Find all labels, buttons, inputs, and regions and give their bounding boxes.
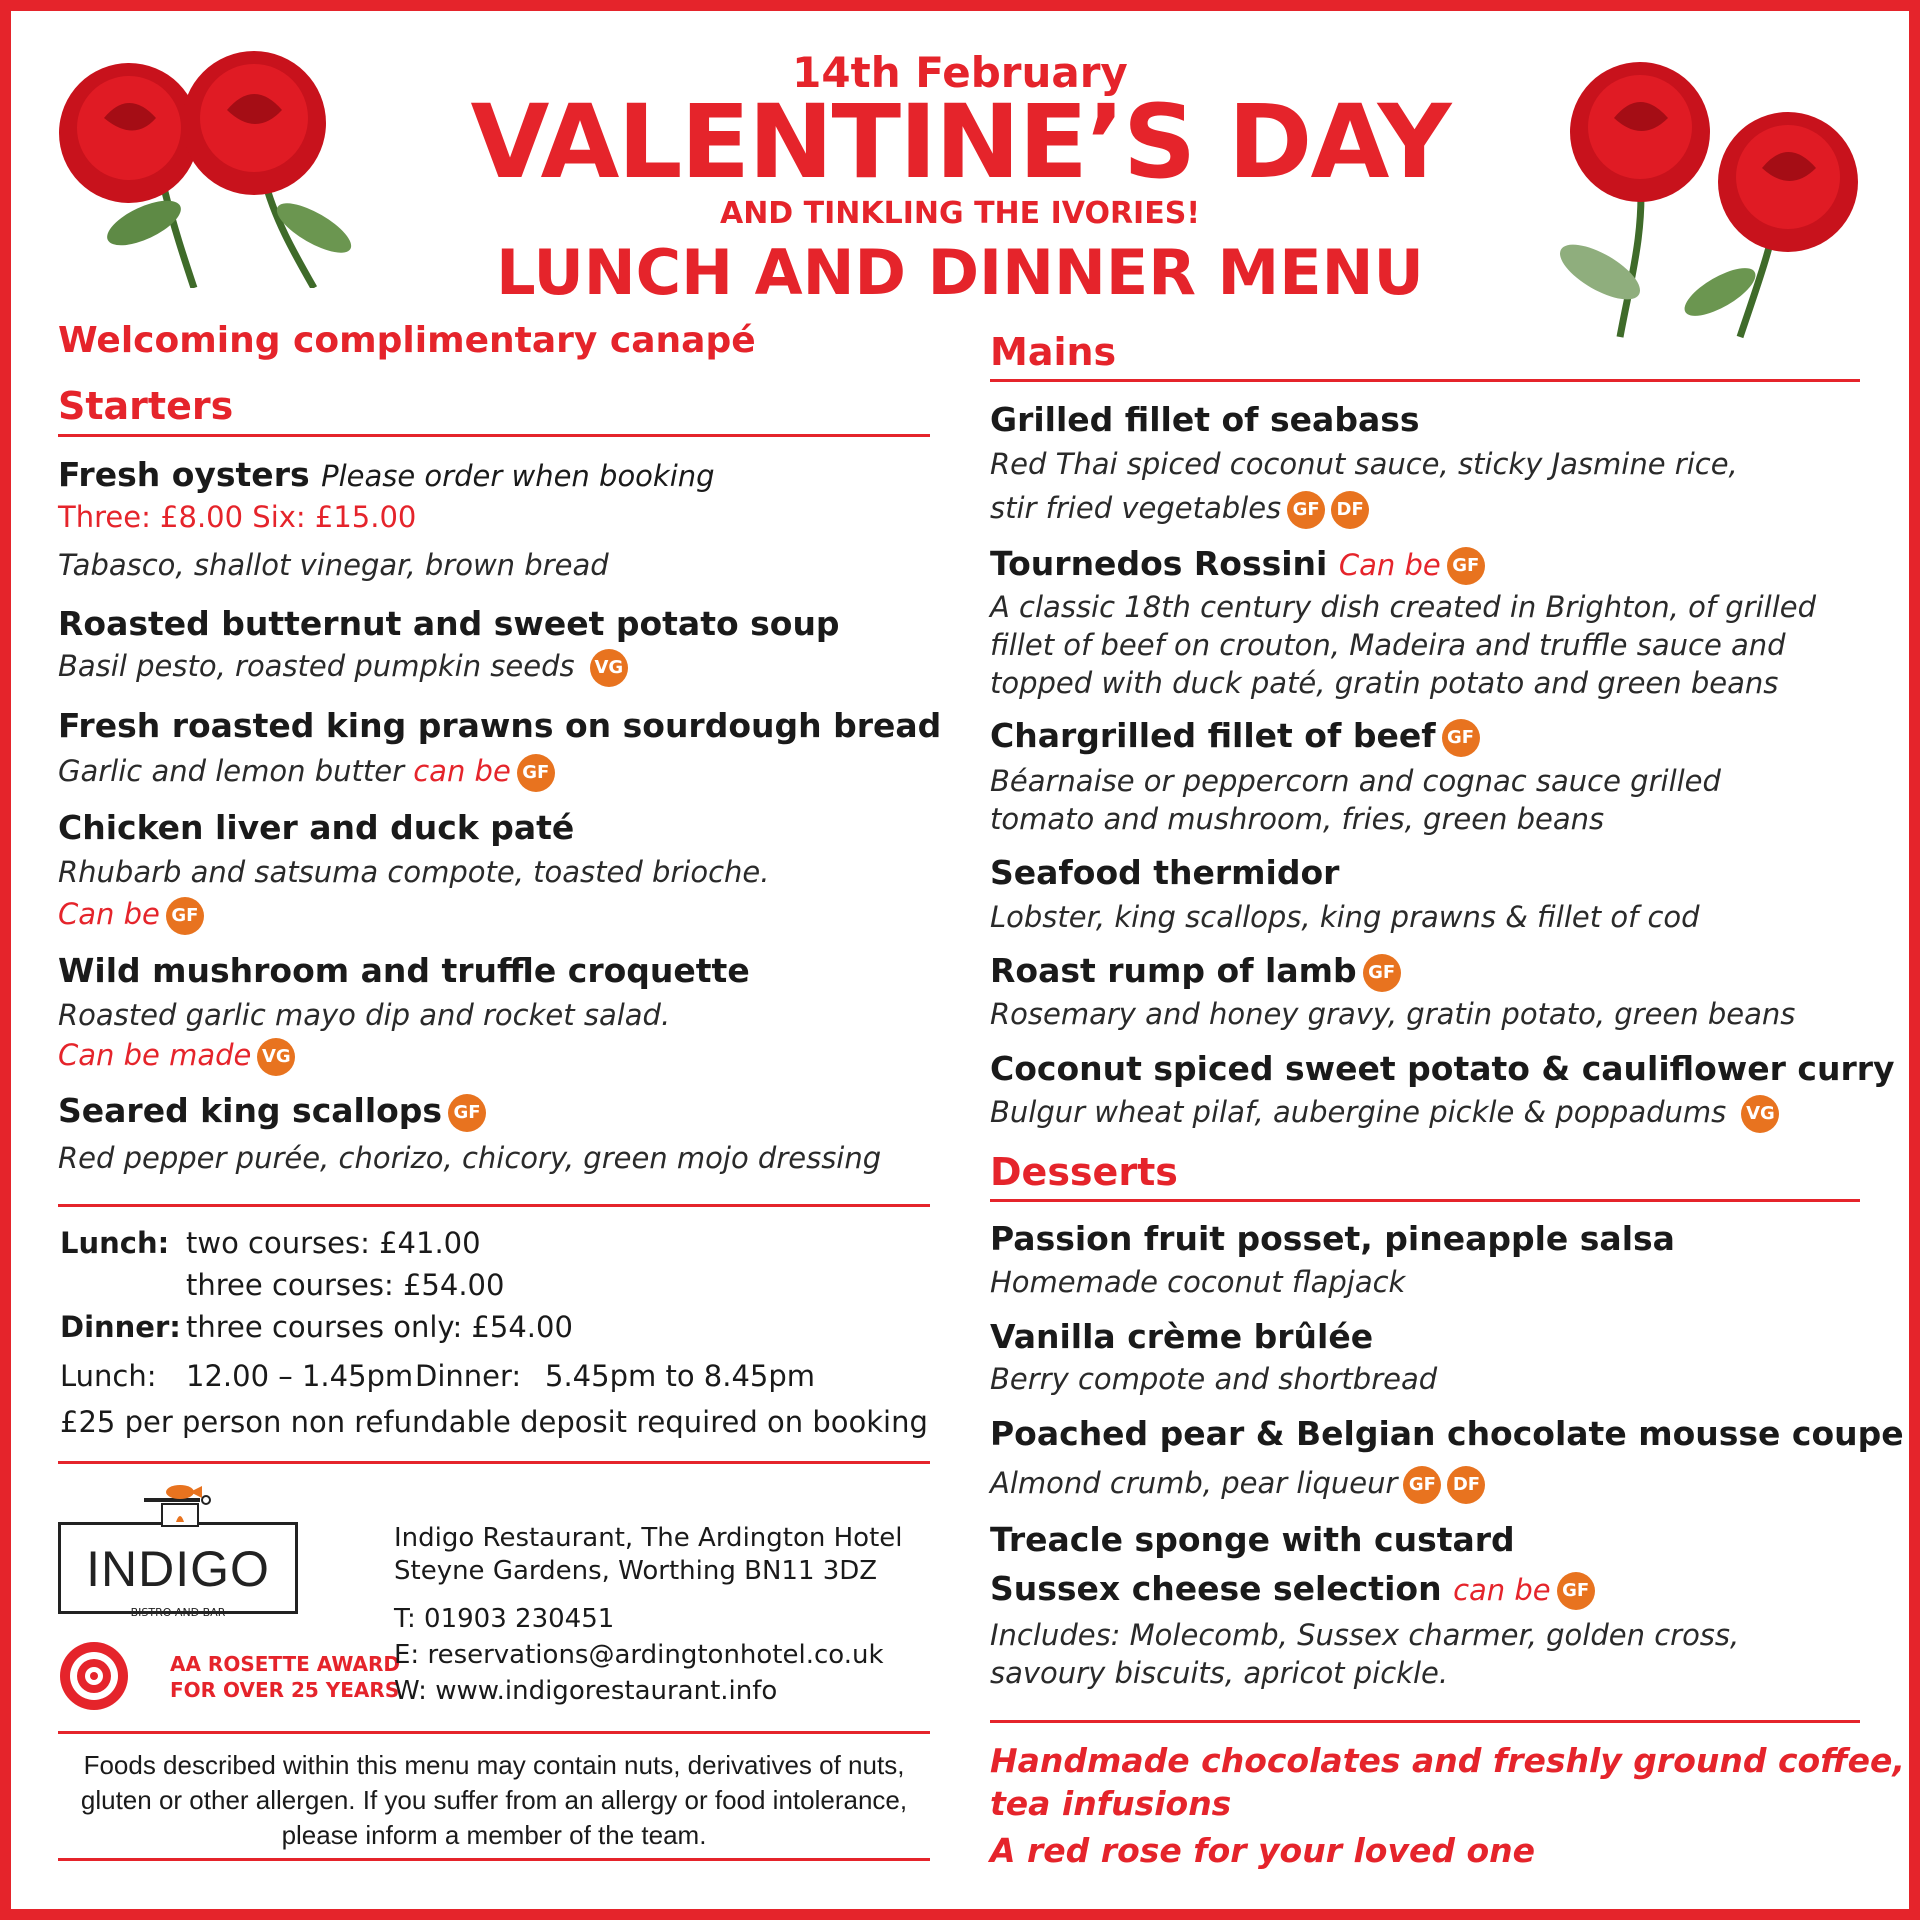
desserts-heading: Desserts (990, 1150, 1178, 1194)
mains-heading: Mains (990, 330, 1117, 374)
closing-line1: Handmade chocolates and freshly ground coffee, (990, 1741, 1905, 1780)
subtitle: AND TINKLING THE IVORIES! (719, 196, 1200, 231)
gluten-free-badge: GF (1557, 1572, 1595, 1610)
mains-rule (990, 379, 1860, 382)
dish-description: Bulgur wheat pilaf, aubergine pickle & poppadums VG (990, 1093, 1779, 1133)
gluten-free-badge: GF (517, 754, 555, 792)
dish-fresh-oysters: Fresh oysters Please order when booking (58, 455, 715, 494)
dinner-label: Dinner: (60, 1310, 181, 1344)
dish-seafood-thermidor: Seafood thermidor (990, 853, 1340, 892)
closing-rule (990, 1720, 1860, 1723)
dish-description: Béarnaise or peppercorn and cognac sauce grilled (990, 764, 1721, 798)
dessert-treacle-sponge: Treacle sponge with custard (990, 1520, 1515, 1559)
dish-description: Garlic and lemon butter can be GF (58, 752, 555, 792)
dish-description: Homemade coconut flapjack (990, 1265, 1406, 1299)
dish-butternut-soup: Roasted butternut and sweet potato soup (58, 604, 840, 643)
pricing-rule (58, 1204, 930, 1207)
dinner-three-courses: three courses only: £54.00 (186, 1310, 573, 1344)
dish-description: Berry compote and shortbread (990, 1362, 1438, 1396)
award-line2: FOR OVER 25 YEARS (170, 1678, 400, 1702)
dish-curry: Coconut spiced sweet potato & cauliflower curry (990, 1049, 1895, 1088)
gluten-free-badge: GF (1287, 491, 1325, 529)
gluten-free-badge: GF (1442, 719, 1480, 757)
dish-chicken-liver-pate: Chicken liver and duck paté (58, 808, 575, 847)
dish-description: Rosemary and honey gravy, gratin potato, green beans (990, 997, 1796, 1031)
dish-fillet-of-beef: Chargrilled fillet of beef GF (990, 716, 1480, 757)
closing-line3: A red rose for your loved one (990, 1831, 1536, 1870)
canape-heading: Welcoming complimentary canapé (58, 320, 756, 361)
dessert-passion-fruit-posset: Passion fruit posset, pineapple salsa (990, 1219, 1675, 1258)
dish-seared-scallops: Seared king scallops GF (58, 1091, 486, 1132)
gluten-free-badge: GF (166, 897, 204, 935)
dish-mushroom-croquette: Wild mushroom and truffle croquette (58, 951, 750, 990)
menu-title: LUNCH AND DINNER MENU (496, 236, 1424, 309)
dish-note: Can be made VG (58, 1036, 295, 1076)
dish-description: Red pepper purée, chorizo, chicory, green mojo dressing (58, 1141, 882, 1175)
lunch-three-courses: three courses: £54.00 (186, 1268, 505, 1302)
page-title: VALENTINE’S DAY (470, 83, 1450, 202)
allergy-rule-bottom (58, 1858, 930, 1861)
times-lunch-label: Lunch: (60, 1359, 157, 1393)
dish-description: Roasted garlic mayo dip and rocket salad. (58, 998, 671, 1032)
lunch-two-courses: two courses: £41.00 (186, 1226, 481, 1260)
times-dinner-label: Dinner: (415, 1359, 522, 1393)
aa-rosette-icon (58, 1640, 130, 1712)
gluten-free-badge: GF (1363, 954, 1401, 992)
dish-note: Can be GF (58, 895, 204, 935)
dish-description: fillet of beef on crouton, Madeira and truffle sauce and (990, 628, 1786, 662)
dish-description: stir fried vegetables GF DF (990, 489, 1369, 529)
contact-phone[interactable]: T: 01903 230451 (394, 1604, 615, 1634)
vegan-badge: VG (257, 1038, 295, 1076)
dessert-creme-brulee: Vanilla crème brûlée (990, 1317, 1374, 1356)
starters-heading: Starters (58, 384, 234, 428)
lunch-label: Lunch: (60, 1226, 170, 1260)
dish-description: Lobster, king scallops, king prawns & fillet of cod (990, 900, 1700, 934)
gluten-free-badge: GF (1403, 1466, 1441, 1504)
dish-description: Red Thai spiced coconut sauce, sticky Jasmine rice, (990, 447, 1738, 481)
contact-rule (58, 1461, 930, 1464)
times-dinner: 5.45pm to 8.45pm (545, 1359, 816, 1393)
dish-description: A classic 18th century dish created in Brighton, of grilled (990, 590, 1817, 624)
desserts-rule (990, 1199, 1860, 1202)
dessert-poached-pear: Poached pear & Belgian chocolate mousse coupe (990, 1414, 1904, 1453)
dish-king-prawns: Fresh roasted king prawns on sourdough bread (58, 706, 942, 745)
oyster-price: Three: £8.00 Six: £15.00 (58, 500, 417, 534)
roses-right-image (1530, 52, 1870, 342)
award-line1: AA ROSETTE AWARD (170, 1652, 400, 1676)
dish-note: Please order when booking (321, 459, 715, 493)
roses-left-image (44, 48, 364, 288)
dish-description: savoury biscuits, apricot pickle. (990, 1656, 1449, 1690)
dish-seabass: Grilled fillet of seabass (990, 400, 1420, 439)
dish-description: tomato and mushroom, fries, green beans (990, 802, 1605, 836)
times-lunch: 12.00 – 1.45pm (186, 1359, 414, 1393)
gluten-free-badge: GF (448, 1094, 486, 1132)
closing-line2: tea infusions (990, 1784, 1232, 1823)
dairy-free-badge: DF (1331, 491, 1369, 529)
address-line1: Indigo Restaurant, The Ardington Hotel (394, 1523, 903, 1553)
address-line2: Steyne Gardens, Worthing BN11 3DZ (394, 1556, 878, 1586)
dish-tournedos-rossini: Tournedos Rossini Can be GF (990, 544, 1485, 585)
dish-description: Almond crumb, pear liqueur GF DF (990, 1464, 1485, 1504)
vegan-badge: VG (590, 649, 628, 687)
vegan-badge: VG (1741, 1095, 1779, 1133)
contact-website[interactable]: W: www.indigorestaurant.info (394, 1676, 778, 1706)
dish-description: Includes: Molecomb, Sussex charmer, golden cross, (990, 1618, 1740, 1652)
chef-fish-icon (140, 1478, 220, 1534)
logo-name: INDIGO (86, 1541, 270, 1597)
deposit-note: £25 per person non refundable deposit required on booking (60, 1405, 928, 1439)
event-date: 14th February (792, 48, 1128, 97)
allergy-notice: Foods described within this menu may contain nuts, derivatives of nuts, gluten or other allergen. If you suffer from an allergy or food intolerance, please inform a member of the team. (80, 1750, 908, 1850)
gluten-free-badge: GF (1447, 547, 1485, 585)
dish-description: Tabasco, shallot vinegar, brown bread (58, 548, 609, 582)
starters-rule (58, 434, 930, 437)
dessert-cheese-selection: Sussex cheese selection can be GF (990, 1569, 1595, 1610)
allergy-rule-top (58, 1731, 930, 1734)
contact-email[interactable]: E: reservations@ardingtonhotel.co.uk (394, 1640, 884, 1670)
dish-description: Basil pesto, roasted pumpkin seeds VG (58, 647, 628, 687)
dish-description: topped with duck paté, gratin potato and green beans (990, 666, 1779, 700)
dish-rump-of-lamb: Roast rump of lamb GF (990, 951, 1401, 992)
dairy-free-badge: DF (1447, 1466, 1485, 1504)
dish-description: Rhubarb and satsuma compote, toasted brioche. (58, 855, 770, 889)
logo-subtitle: BISTRO AND BAR (130, 1606, 226, 1619)
